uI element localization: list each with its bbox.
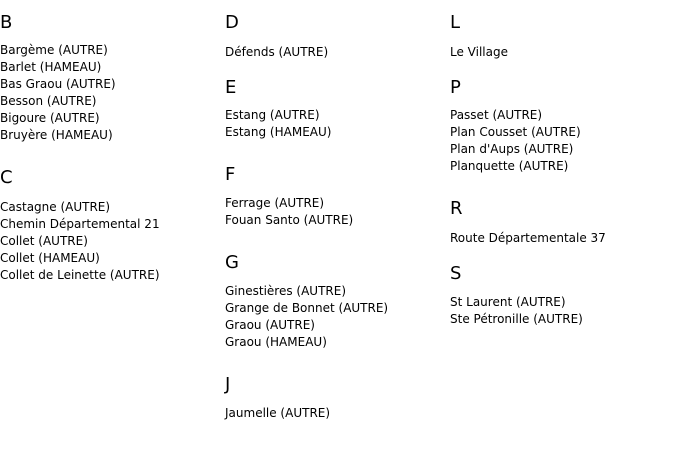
letter-heading: P: [450, 77, 461, 98]
letter-group-c: [0, 167, 225, 284]
place-item[interactable]: Bargème (AUTRE): [0, 43, 108, 57]
letter-group-b: [0, 12, 225, 144]
place-item[interactable]: Collet (AUTRE): [0, 234, 88, 248]
place-item[interactable]: Ferrage (AUTRE): [225, 196, 325, 210]
place-item[interactable]: Chemin Départemental 21: [0, 217, 160, 231]
place-list: [225, 44, 450, 61]
letter-heading: S: [450, 263, 462, 284]
place-item[interactable]: Besson (AUTRE): [0, 94, 97, 108]
place-list: [225, 405, 450, 422]
place-list: [450, 44, 675, 61]
place-list: [0, 42, 225, 144]
place-item[interactable]: Jaumelle (AUTRE): [225, 406, 331, 420]
place-list: [450, 294, 675, 328]
letter-heading: L: [450, 12, 461, 33]
place-item[interactable]: Bigoure (AUTRE): [0, 111, 100, 125]
letter-heading: B: [0, 12, 13, 33]
place-item[interactable]: Barlet (HAMEAU): [0, 60, 102, 74]
letter-group-g: [225, 252, 450, 351]
place-item[interactable]: Ste Pétronille (AUTRE): [450, 312, 583, 326]
place-item[interactable]: Graou (AUTRE): [225, 318, 315, 332]
place-item[interactable]: Route Départementale 37: [450, 231, 606, 245]
place-list: [225, 283, 450, 351]
letter-group-j: [225, 374, 450, 422]
letter-group-s: [450, 263, 675, 328]
place-item[interactable]: Castagne (AUTRE): [0, 200, 111, 214]
place-item[interactable]: Bruyère (HAMEAU): [0, 128, 113, 142]
letter-heading: E: [225, 77, 237, 98]
letter-group-r: [450, 198, 675, 247]
place-item[interactable]: Planquette (AUTRE): [450, 159, 569, 173]
place-item[interactable]: Défends (AUTRE): [225, 45, 329, 59]
letter-group-l: [450, 12, 675, 61]
column-2: [225, 0, 450, 422]
place-item[interactable]: St Laurent (AUTRE): [450, 295, 566, 309]
place-item[interactable]: Estang (HAMEAU): [225, 125, 332, 139]
place-list: [225, 107, 450, 141]
place-item[interactable]: Plan d'Aups (AUTRE): [450, 142, 574, 156]
letter-heading: C: [0, 167, 13, 188]
letter-heading: F: [225, 164, 236, 185]
column-1: [0, 0, 225, 284]
letter-heading: R: [450, 198, 463, 219]
place-item[interactable]: Le Village: [450, 45, 508, 59]
letter-heading: J: [225, 374, 231, 395]
place-item[interactable]: Collet (HAMEAU): [0, 251, 100, 265]
place-list: [0, 199, 225, 284]
place-item[interactable]: Bas Graou (AUTRE): [0, 77, 116, 91]
place-list: [450, 230, 675, 247]
letter-group-f: [225, 164, 450, 229]
place-item[interactable]: Plan Cousset (AUTRE): [450, 125, 581, 139]
place-item[interactable]: Fouan Santo (AUTRE): [225, 213, 354, 227]
place-list: [225, 195, 450, 229]
place-item[interactable]: Passet (AUTRE): [450, 108, 543, 122]
column-3: [450, 0, 675, 328]
place-item[interactable]: Collet de Leinette (AUTRE): [0, 268, 160, 282]
letter-heading: G: [225, 252, 239, 273]
place-item[interactable]: Grange de Bonnet (AUTRE): [225, 301, 389, 315]
place-item[interactable]: Ginestières (AUTRE): [225, 284, 347, 298]
letter-group-p: [450, 77, 675, 175]
place-item[interactable]: Estang (AUTRE): [225, 108, 320, 122]
letter-group-e: [225, 77, 450, 141]
place-item[interactable]: Graou (HAMEAU): [225, 335, 327, 349]
place-list: [450, 107, 675, 175]
letter-heading: D: [225, 12, 239, 33]
letter-group-d: [225, 12, 450, 61]
